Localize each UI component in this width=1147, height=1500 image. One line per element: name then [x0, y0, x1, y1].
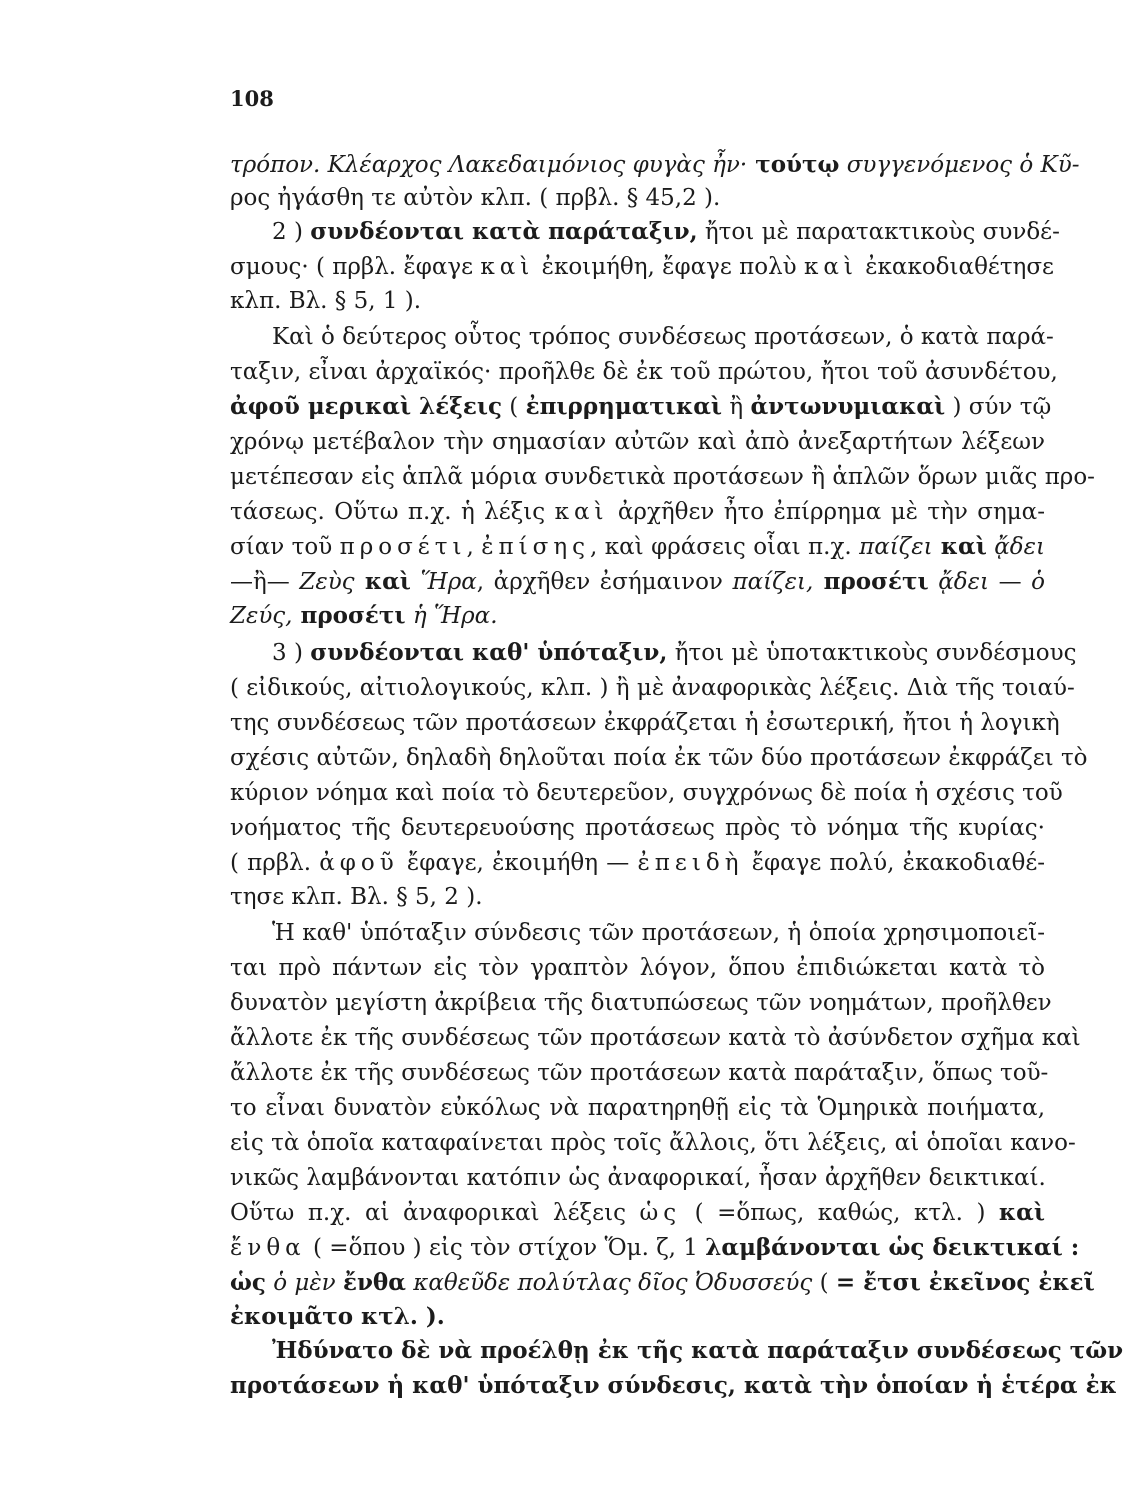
bold-run: λαμβάνονται ὡς δεικτικαί :	[705, 1234, 1080, 1261]
text-run: κλπ. Βλ. § 5, 1 ).	[230, 288, 422, 314]
bold-run: ὡς	[230, 1269, 266, 1296]
bold-run: ἐπιρρηματικαὶ	[525, 393, 723, 420]
text-line	[272, 916, 1045, 950]
text-line	[230, 1021, 1081, 1055]
bold-run: προτάσεων ἡ καθ' ὑπόταξιν σύνδεσις, κατὰ τὴν ὁποίαν ἡ ἑτέρα ἐκ	[230, 1372, 1117, 1399]
bold-run: καὶ	[998, 1199, 1045, 1226]
bold-run: συνδέονται καθ' ὑπόταξιν,	[310, 639, 668, 666]
text-run: κύριον νόημα καὶ ποία τὸ δευτερεῦον, συγχρόνως δὲ ποία ἡ σχέσις τοῦ	[230, 780, 1063, 806]
text-run: ρος ἠγάσθη τε αὐτὸν κλπ. ( πρβλ. § 45,2 ).	[230, 185, 721, 211]
text-line	[230, 880, 1045, 914]
text-line	[230, 599, 1045, 633]
text-run: συγγενόμενος ὁ Κῦ-	[839, 152, 1080, 178]
text-line	[230, 1369, 1117, 1403]
text-run: ται πρὸ πάντων εἰς τὸν γραπτὸν λόγον, ὅπου ἐπιδιώκεται κατὰ τὸ	[230, 955, 1045, 981]
text-run: δυνατὸν μεγίστη ἀκρίβεια τῆς διατυπώσεως τῶν νοημάτων, προῆλθεν	[230, 990, 1052, 1016]
italic-run: ὁ μὲν	[273, 1270, 336, 1296]
text-line	[230, 1056, 1049, 1090]
bold-run: ἐκοιμᾶτο κτλ. ).	[230, 1303, 445, 1330]
text-line	[230, 1231, 1080, 1265]
text-line	[230, 1126, 1076, 1160]
text-run: τρόπον. Κλέαρχος Λακεδαιμόνιος φυγὰς ἦν·	[230, 152, 748, 178]
text-line	[230, 1300, 1045, 1334]
text-run: (	[812, 1270, 836, 1296]
text-line	[230, 986, 1052, 1020]
text-run: , καὶ φράσεις οἷαι π.χ.	[590, 534, 860, 560]
italic-run: ὁ	[1031, 569, 1046, 595]
text-run: ἐκακοδιαθέτησε	[857, 254, 1054, 280]
text-run: το εἶναι δυνατὸν εὐκόλως νὰ παρατηρηθῇ εἰς τὰ Ὁμηρικὰ ποιήματα,	[230, 1095, 1045, 1121]
italic-run: Ζεὺς	[299, 569, 355, 595]
text-run: εἰς τὰ ὁποῖα καταφαίνεται πρὸς τοῖς ἄλλοις, ὅτι λέξεις, αἱ ὁποῖαι κανο-	[230, 1130, 1076, 1156]
text-run: μετέπεσαν εἰς ἁπλᾶ μόρια συνδετικὰ προτάσεων ἢ ἁπλῶν ὅρων μιᾶς προ-	[230, 464, 1095, 490]
bold-run: ἔνθα	[342, 1269, 406, 1296]
text-run: Ἡ καθ' ὑπόταξιν σύνδεσις τῶν προτάσεων, ἡ ὁποία χρησιμοποιεῖ-	[272, 920, 1045, 946]
italic-run: Ἥρα	[420, 569, 477, 595]
bold-run: τούτῳ	[747, 151, 840, 178]
spaced-run: καὶ	[803, 254, 858, 280]
text-run: ἢ	[722, 394, 751, 420]
text-line	[230, 1161, 1045, 1195]
text-run: ) σύν τῷ	[945, 394, 1052, 420]
text-line	[230, 1196, 1045, 1230]
text-run: ἄλλοτε ἐκ τῆς συνδέσεως τῶν προτάσεων κατὰ παράταξιν, ὅπως τοῦ-	[230, 1060, 1049, 1086]
text-run: τησε κλπ. Βλ. § 5, 2 ).	[230, 884, 483, 910]
text-run: 2 )	[272, 219, 311, 245]
bold-run: προσέτι	[813, 568, 929, 595]
text-line	[230, 425, 1045, 459]
text-run: ἤτοι μὲ ὑποτακτικοὺς συνδέσμους	[667, 640, 1077, 666]
text-line	[230, 811, 1045, 845]
text-run: —ἢ—	[230, 569, 300, 595]
text-line	[230, 390, 1052, 424]
text-run: σχέσις αὐτῶν, δηλαδὴ δηλοῦται ποία ἐκ τῶν δύο προτάσεων ἐκφράζει τὸ	[230, 745, 1088, 771]
italic-run: παίζει	[859, 534, 933, 560]
text-run: της συνδέσεως τῶν προτάσεων ἐκφράζεται ἡ ἐσωτερική, ἤτοι ἡ λογικὴ	[230, 710, 1060, 736]
bold-run: Ἠδύνατο δὲ νὰ προέλθῃ ἐκ τῆς κατὰ παράταξιν συνδέσεως τῶν	[272, 1337, 1124, 1364]
text-run: σμους· ( πρβλ. ἔφαγε	[230, 254, 481, 280]
bold-run: = ἔτσι ἐκεῖνος ἐκεῖ	[835, 1269, 1095, 1296]
text-run: ( =ὅπως, καθώς, κτλ. )	[681, 1200, 999, 1226]
text-line	[272, 320, 1054, 354]
text-run: ἀρχῆθεν ἦτο ἐπίρρημα μὲ τὴν σημα-	[608, 499, 1045, 525]
bold-run: καὶ	[932, 533, 987, 560]
bold-run: προσέτι	[292, 602, 406, 629]
page-number: 108	[230, 86, 274, 111]
text-line	[230, 565, 1045, 599]
text-run: ἔφαγε πολύ, ἐκακοδιαθέ-	[743, 850, 1046, 876]
text-run: νοήματος τῆς δευτερευούσης προτάσεως πρὸς τὸ νόημα τῆς κυρίας·	[230, 815, 1045, 841]
text-line	[230, 1091, 1045, 1125]
text-run: Οὕτω π.χ. αἱ ἀναφορικαὶ λέξεις	[230, 1200, 640, 1226]
italic-run: ᾄδει	[938, 569, 989, 595]
text-run: ἐκοιμήθη, ἔφαγε πολὺ	[534, 254, 804, 280]
spaced-run: ἐπειδὴ	[637, 850, 744, 876]
text-run: ταξιν, εἶναι ἀρχαϊκός· προῆλθε δὲ ἐκ τοῦ πρώτου, ἤτοι τοῦ ἀσυνδέτου,	[230, 359, 1058, 385]
italic-run: καθεῦδε πολύτλας δῖος Ὀδυσσεύς	[413, 1270, 813, 1296]
bold-run: συνδέονται κατὰ παράταξιν,	[310, 218, 698, 245]
spaced-run: ἀφοῦ	[319, 850, 399, 876]
spaced-run: καὶ	[480, 254, 535, 280]
text-run: νικῶς λαμβάνονται κατόπιν ὡς ἀναφορικαί, ἦσαν ἀρχῆθεν δεικτικαί.	[230, 1165, 1046, 1191]
text-line	[230, 706, 1060, 740]
text-run: σίαν τοῦ	[230, 534, 340, 560]
bold-run: καὶ	[354, 568, 411, 595]
text-run	[406, 603, 413, 629]
text-run: ,	[466, 534, 482, 560]
text-line	[230, 671, 1075, 705]
italic-run: Ζεύς,	[230, 603, 293, 629]
text-run: Καὶ ὁ δεύτερος οὗτος τρόπος συνδέσεως προτάσεων, ὁ κατὰ παρά-	[272, 324, 1054, 350]
text-run: ἔφαγε, ἐκοιμήθη —	[398, 850, 638, 876]
spaced-run: προσέτι	[339, 534, 467, 560]
text-run	[929, 569, 939, 595]
italic-run: ᾄδει	[986, 534, 1045, 560]
text-line	[230, 1266, 1095, 1300]
text-run	[336, 1270, 343, 1296]
text-run: ἤτοι μὲ παρατακτικοὺς συνδέ-	[697, 219, 1060, 245]
text-line	[230, 284, 1045, 318]
text-run	[411, 569, 421, 595]
text-run: ( εἰδικούς, αἰτιολογικούς, κλπ. ) ἢ μὲ ἀναφορικὰς λέξεις. Διὰ τῆς τοιαύ-	[230, 675, 1075, 701]
text-line	[230, 355, 1058, 389]
text-line	[230, 846, 1045, 880]
text-line	[230, 181, 1045, 215]
bold-run: ἀφοῦ μερικαὶ λέξεις	[230, 393, 502, 420]
italic-run: ἡ Ἥρα.	[412, 603, 498, 629]
text-line	[272, 215, 1060, 249]
spaced-run: ὡς	[639, 1200, 682, 1226]
text-run: 3 )	[272, 640, 311, 666]
text-run: ἄλλοτε ἐκ τῆς συνδέσεως τῶν προτάσεων κατὰ τὸ ἀσύνδετον σχῆμα καὶ	[230, 1025, 1081, 1051]
text-line	[272, 636, 1077, 670]
spaced-run: καὶ	[554, 499, 609, 525]
text-line	[230, 776, 1063, 810]
text-line	[230, 530, 1045, 564]
text-run: ( =ὅπου ) εἰς τὸν στίχον Ὅμ. ζ, 1	[305, 1235, 706, 1261]
spaced-run: ἔνθα	[230, 1235, 306, 1261]
text-run: —	[988, 569, 1032, 595]
text-line	[230, 951, 1045, 985]
text-line	[230, 460, 1095, 494]
text-line	[230, 148, 1080, 182]
text-run: (	[501, 394, 526, 420]
text-line	[272, 1334, 1124, 1368]
text-run: , ἀρχῆθεν ἐσήμαινον	[476, 569, 733, 595]
bold-run: ἀντωνυμιακαὶ	[750, 393, 946, 420]
text-run: τάσεως. Οὕτω π.χ. ἡ λέξις	[230, 499, 555, 525]
text-run: ( πρβλ.	[230, 850, 320, 876]
spaced-run: ἐπίσης	[481, 534, 591, 560]
text-line	[230, 495, 1045, 529]
text-run: χρόνῳ μετέβαλον τὴν σημασίαν αὐτῶν καὶ ἀπὸ ἀνεξαρτήτων λέξεων	[230, 429, 1045, 455]
text-line	[230, 250, 1054, 284]
italic-run: παίζει,	[732, 569, 814, 595]
text-line	[230, 741, 1088, 775]
